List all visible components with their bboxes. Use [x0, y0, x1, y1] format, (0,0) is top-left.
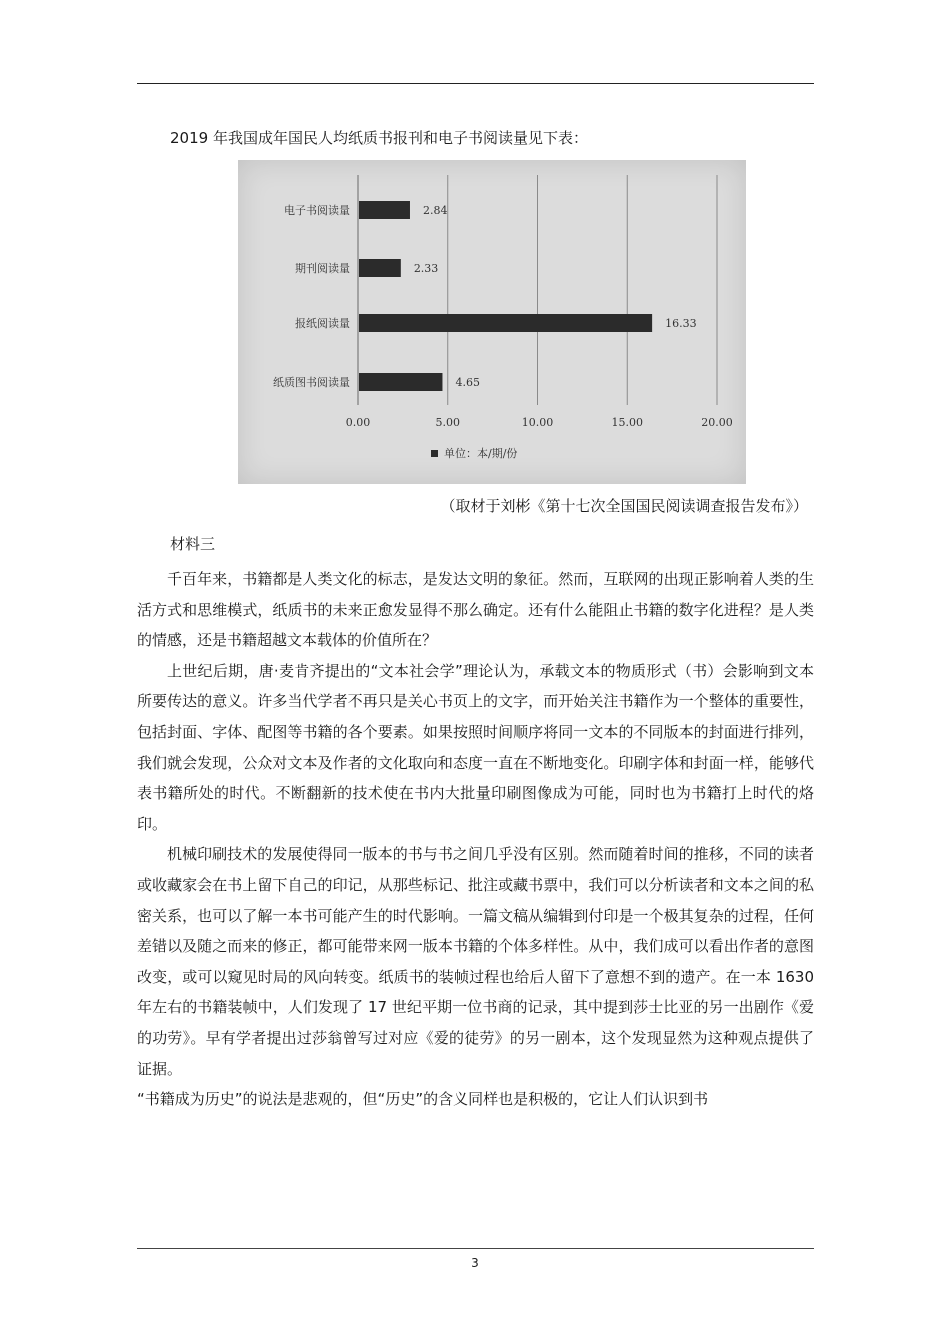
- category-label: 电子书阅读量: [284, 204, 350, 217]
- paragraph-1: 千百年来，书籍都是人类文化的标志，是发达文明的象征。然而，互联网的出现正影响着人类的生活方式和思维模式，纸质书的未来正愈发显得不那么确定。还有什么能阻止书籍的数字化进程？是人类的情感，还是书籍超越文本载体的价值所在？: [137, 570, 814, 650]
- paragraph-3: 机械印刷技术的发展使得同一版本的书与书之间几乎没有区别。然而随着时间的推移，不同的读者或收藏家会在书上留下自己的印记，从那些标记、批注或藏书票中，我们可以分析读者和文本之间的私密关系，也可以了解一本书可能产生的时代影响。一篇文稿从编辑到付印是一个极其复杂的过程，任何差错以及随之而来的修正，都可能带来网一版本书籍的个体多样性。从中，我们成可以看出作者的意图改变，或可以窥见时局的风向转变。纸质书的装帧过程也给后人留下了意想不到的遗产。在一本 1630 年左右的书籍装帧中，人们发现了 17 世纪平期一位书商的记录，其中提到莎士比亚的另一出剧作《爱的功劳》。早有学者提出过莎翁曾写过对应《爱的徒劳》的另一剧本，这个发现显然为这种观点提供了证据。: [137, 845, 814, 1078]
- data-label: 2.33: [413, 262, 439, 275]
- category-label: 报纸阅读量: [295, 317, 350, 330]
- category-label: 纸质图书阅读量: [273, 376, 350, 389]
- category-label: 期刊阅读量: [295, 262, 350, 275]
- data-label: 4.65: [455, 376, 480, 389]
- section-heading: 材料三: [170, 535, 216, 553]
- chart-svg: [238, 160, 746, 484]
- chart-source-caption: （取材于刘彬《第十七次全国国民阅读调查报告发布》）: [440, 497, 808, 515]
- bar: [359, 314, 652, 332]
- x-tick-label: 20.00: [701, 416, 733, 429]
- reading-chart: [238, 160, 746, 484]
- data-label: 2.84: [422, 204, 448, 217]
- x-tick-label: 0.00: [345, 416, 371, 429]
- bar: [359, 259, 401, 277]
- body-text: [137, 564, 814, 1115]
- data-label: 16.33: [665, 317, 697, 330]
- paragraph-4: “书籍成为历史”的说法是悲观的，但“历史”的含义同样也是积极的，它让人们认识到书: [137, 1090, 709, 1109]
- legend-swatch: [431, 450, 438, 457]
- chart-intro: 2019 年我国成年国民人均纸质书报刊和电子书阅读量见下表：: [170, 129, 588, 147]
- bar: [359, 373, 442, 391]
- x-tick-label: 15.00: [611, 416, 643, 429]
- bar: [359, 201, 410, 219]
- footer-rule: [137, 1248, 814, 1249]
- legend-label: 单位：本/期/份: [444, 447, 518, 460]
- x-tick-label: 10.00: [521, 416, 554, 429]
- x-tick-label: 5.00: [435, 416, 460, 429]
- paragraph-2: 上世纪后期，唐·麦肯齐提出的“文本社会学”理论认为，承载文本的物质形式（书）会影响到文本所要传达的意义。许多当代学者不再只是关心书页上的文字，而开始关注书籍作为一个整体的重要性，包括封面、字体、配图等书籍的各个要素。如果按照时间顺序将同一文本的不同版本的封面进行排列，我们就会发现，公众对文本及作者的文化取向和态度一直在不断地变化。印刷字体和封面一样，能够代表书籍所处的时代。不断翻新的技术使在书内大批量印刷图像成为可能，同时也为书籍打上时代的烙印。: [137, 661, 814, 833]
- header-rule: [137, 83, 814, 84]
- page-number: 3: [471, 1256, 479, 1270]
